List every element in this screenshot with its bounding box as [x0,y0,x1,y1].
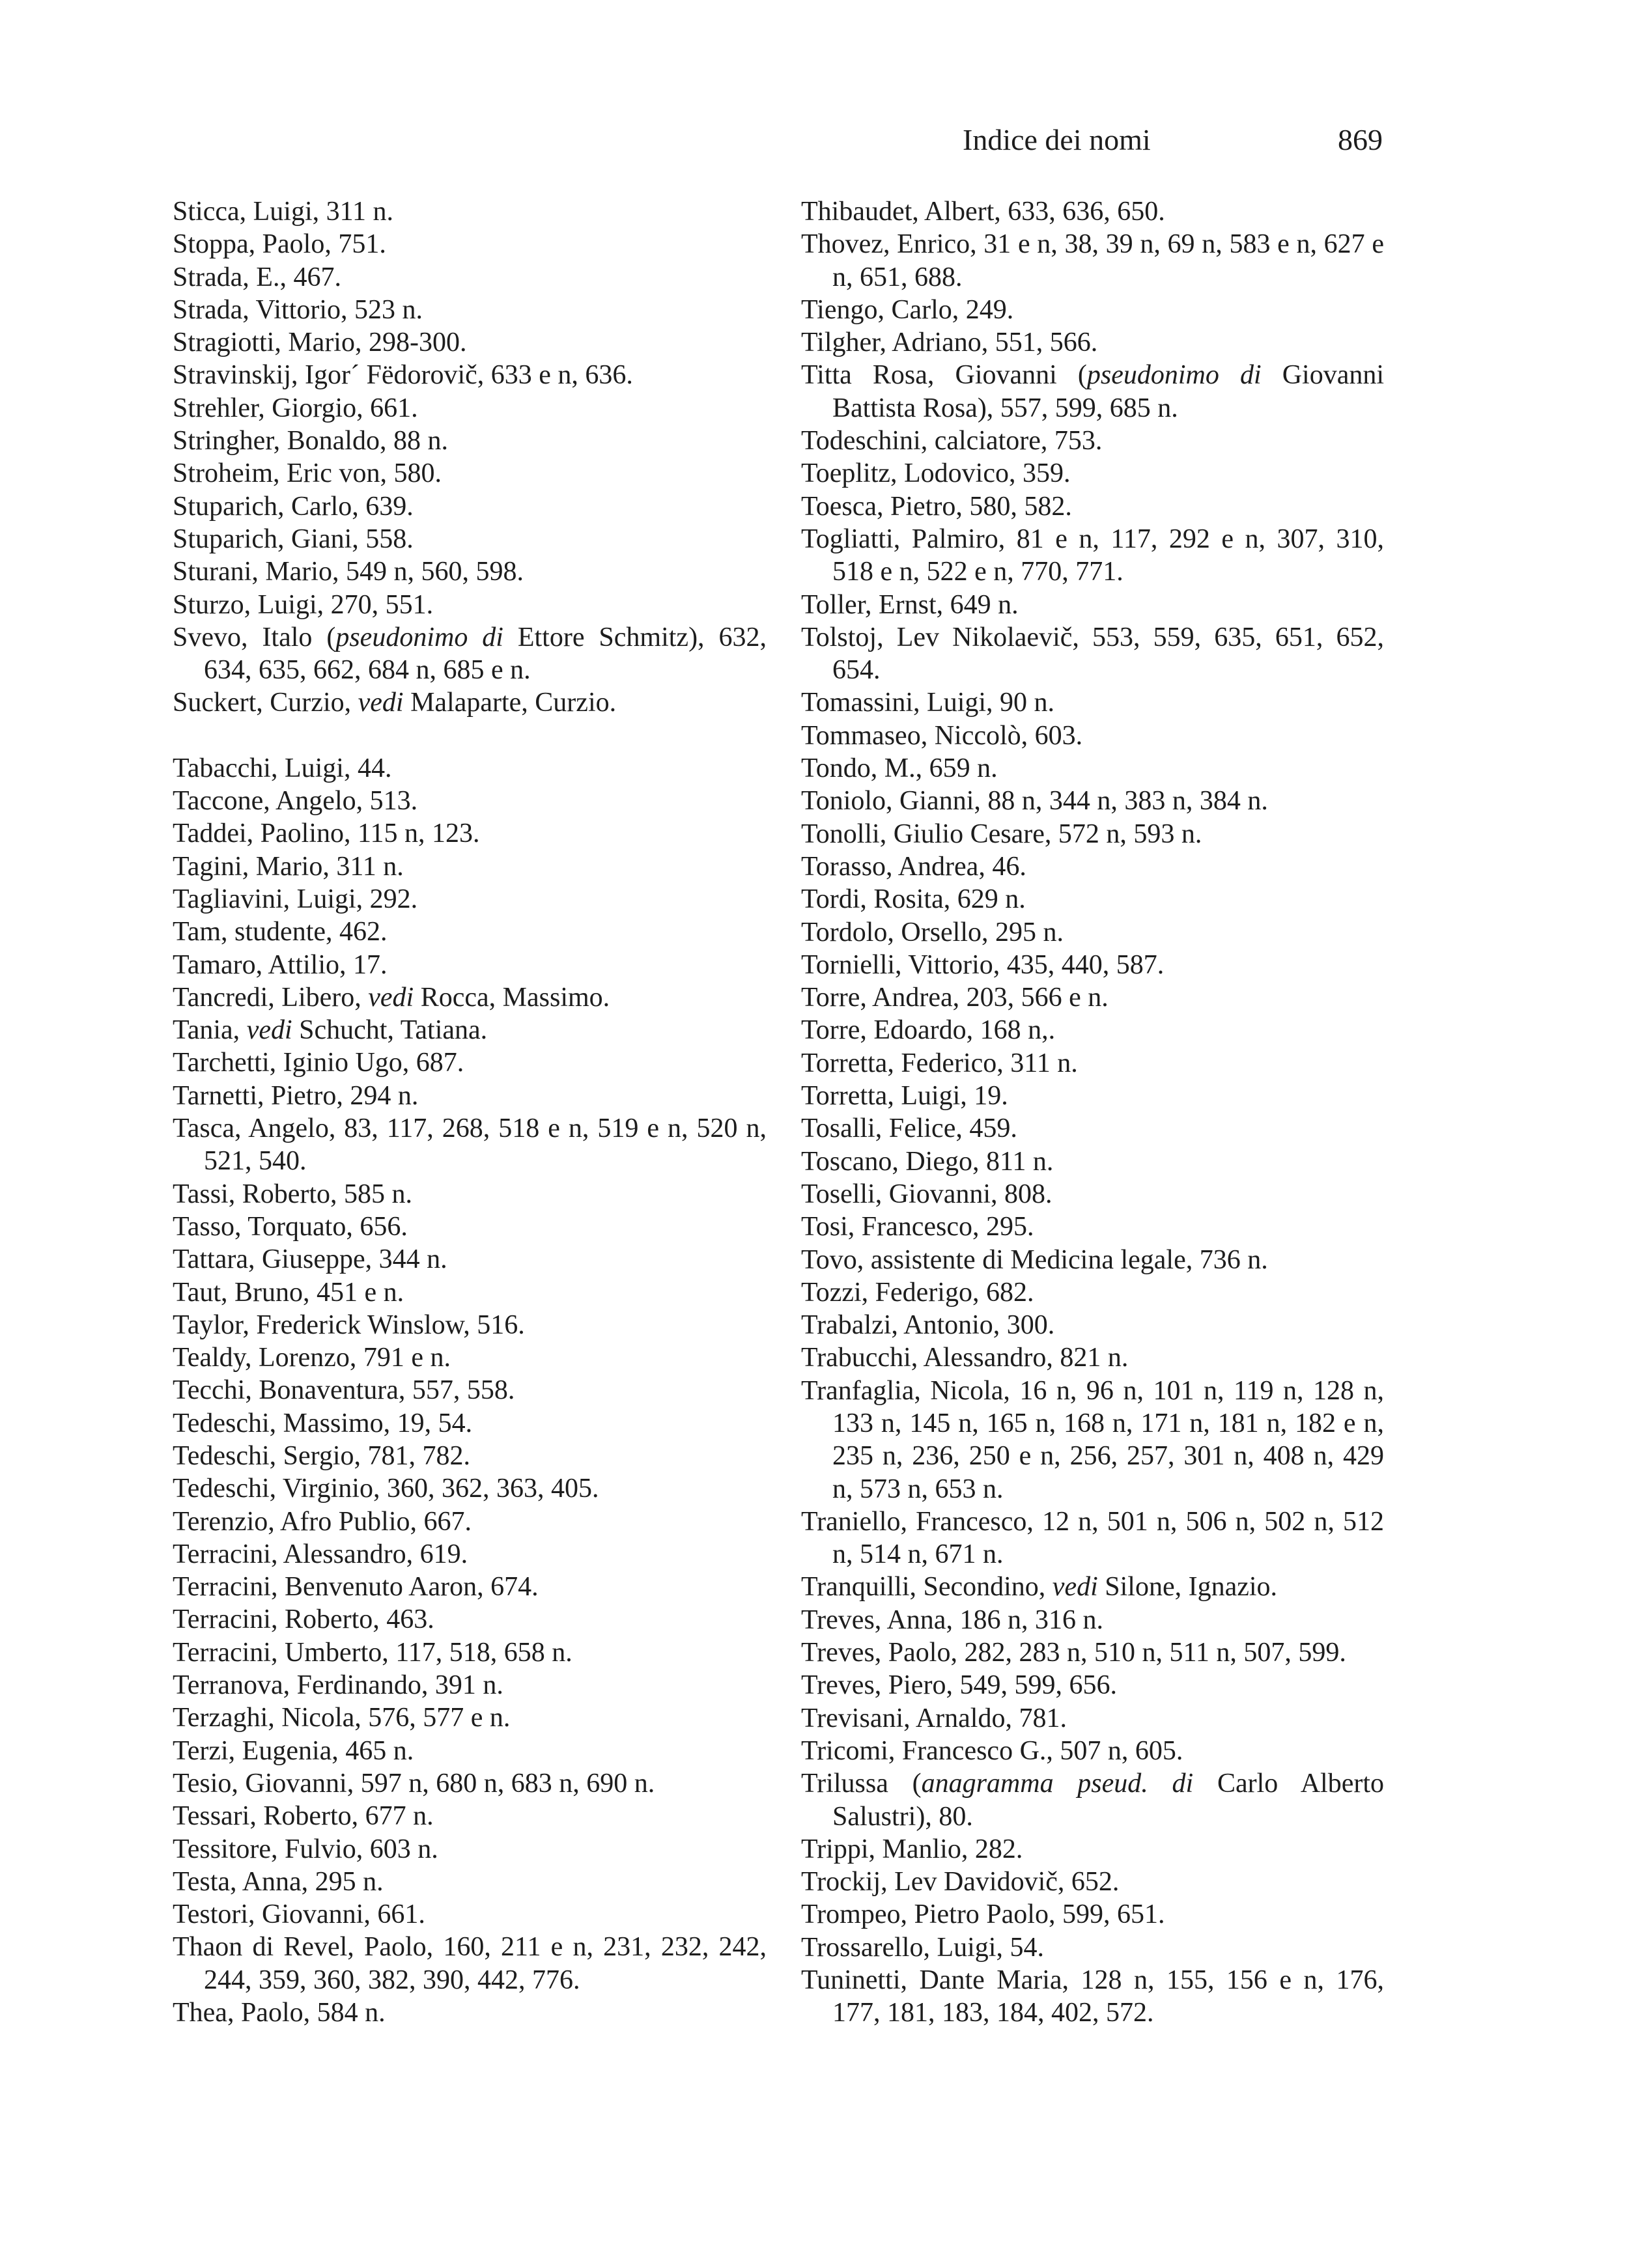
index-entry-text: Giovanni Battista Rosa), 557, 599, 685 n. [832,360,1385,423]
index-entry-text: Treves, Paolo, 282, 283 n, 510 n, 511 n, 507, 599. [801,1638,1346,1668]
index-entry [173,261,767,294]
index-entry [173,195,767,228]
index-entry [801,457,1384,490]
index-entry [801,1276,1384,1309]
index-entry [173,1636,767,1669]
index-entry [173,1800,767,1832]
index-entry [173,1931,767,1996]
index-entry [801,1636,1384,1669]
index-entry [801,1866,1384,1898]
index-entry-text: Stragiotti, Mario, 298-300. [173,328,467,358]
index-entry-text: Strada, Vittorio, 523 n. [173,294,423,325]
index-entry [801,1309,1384,1341]
index-entry [801,850,1384,883]
index-entry-text: Terracini, Alessandro, 619. [173,1539,468,1569]
index-entry-text: Tedeschi, Massimo, 19, 54. [173,1408,473,1438]
index-entry-text: Tolstoj, Lev Nikolaevič, 553, 559, 635, 651, 652, 654. [801,622,1384,686]
index-entry-text: Tam, studente, 462. [173,917,388,947]
index-entry [801,1735,1384,1767]
index-entry [801,1047,1384,1080]
index-entry [801,1898,1384,1931]
index-entry [801,1244,1384,1276]
index-entry [801,228,1384,294]
index-entry-text: Tiengo, Carlo, 249. [801,294,1014,325]
index-entry [173,228,767,260]
index-entry [801,916,1384,949]
index-entry-text: Stringher, Bonaldo, 88 n. [173,426,448,456]
index-entry [173,949,767,981]
index-entry-text: Tancredi, Libero, [173,982,369,1013]
index-entry-text: Torre, Andrea, 203, 566 e n. [801,983,1109,1013]
index-entry-text: Carlo Alberto Salustri), 80. [832,1769,1384,1832]
index-entry-text: Suckert, Curzio, [173,688,358,718]
index-entry [801,949,1384,981]
index-entry-text: Tattara, Giuseppe, 344 n. [173,1244,447,1275]
index-entry [801,1669,1384,1701]
index-entry [801,1178,1384,1211]
index-entry [173,457,767,490]
index-entry-text: Tranquilli, Secondino, [801,1572,1053,1603]
index-entry-text: Trabucchi, Alessandro, 821 n. [801,1343,1129,1373]
index-entry-text: Torretta, Federico, 311 n. [801,1048,1078,1078]
index-entry [173,1243,767,1276]
index-entry-text: Treves, Piero, 549, 599, 656. [801,1670,1117,1701]
index-entry [801,1211,1384,1243]
index-entry-text: Tranfaglia, Nicola, 16 n, 96 n, 101 n, 119 n, 128 n, 133 n, 145 n, 165 n, 168 n, 171 n, 181 n, 182 e n, 235 n, 236, 250 e n, 256, 257, 301 n, 408 n, 429 n, 573 n, 653 n. [801,1375,1384,1504]
index-entry-text: Tessari, Roberto, 677 n. [173,1801,434,1832]
index-entry [173,1046,767,1079]
index-entry-text: Malaparte, Curzio. [403,688,617,718]
index-entry-text: Thibaudet, Albert, 633, 636, 650. [801,197,1165,227]
index-entry-text: Rocca, Massimo. [414,982,610,1013]
index-entry [173,686,767,719]
index-entry [801,720,1384,752]
index-entry [173,359,767,391]
index-entry-text: Tozzi, Federigo, 682. [801,1277,1034,1308]
index-entry-text: vedi [358,688,404,718]
index-entry [173,555,767,588]
index-entry [173,1080,767,1112]
index-entry [801,1145,1384,1178]
index-entry [173,916,767,948]
index-entry [173,1178,767,1211]
index-entry-text: Stravinskij, Igor´ Fëdorovič, 633 e n, 636. [173,360,633,391]
index-entry-text: Tilgher, Adriano, 551, 566. [801,328,1098,358]
index-entry [801,621,1384,687]
index-entry-text: Traniello, Francesco, 12 n, 501 n, 506 n, 502 n, 512 n, 514 n, 671 n. [801,1506,1384,1570]
index-entry-text: Tornielli, Vittorio, 435, 440, 587. [801,949,1165,980]
index-entry [801,490,1384,523]
index-entry-text: Tagini, Mario, 311 n. [173,851,404,882]
index-entry-text: Strehler, Giorgio, 661. [173,393,418,423]
index-entry-text: Strada, E., 467. [173,262,341,292]
index-entry-text: Trevisani, Arnaldo, 781. [801,1703,1067,1733]
index-entry-text: Tessitore, Fulvio, 603 n. [173,1834,438,1864]
index-entry-text: Tordolo, Orsello, 295 n. [801,917,1064,947]
index-entry-text: Tondo, M., 659 n. [801,753,998,784]
index-entry-text: Tedeschi, Virginio, 360, 362, 363, 405. [173,1474,599,1504]
index-entry [173,1341,767,1374]
index-entry-text: Todeschini, calciatore, 753. [801,426,1103,456]
index-entry-text: Titta Rosa, Giovanni ( [801,360,1087,391]
index-entry [173,1309,767,1341]
index-entry-text: Trockij, Lev Davidovič, 652. [801,1867,1120,1897]
index-entry-text: Tecchi, Bonaventura, 557, 558. [173,1375,515,1406]
index-entry [801,1505,1384,1571]
index-entry-text: Terracini, Benvenuto Aaron, 674. [173,1572,539,1603]
index-entry-text: vedi [368,982,414,1013]
index-entry-text: Terzaghi, Nicola, 576, 577 e n. [173,1703,511,1733]
index-entry [801,1604,1384,1636]
index-entry-text: Toller, Ernst, 649 n. [801,589,1019,620]
index-entry-text: Sticca, Luigi, 311 n. [173,197,394,227]
index-entry [173,883,767,916]
index-entry-text: Thaon di Revel, Paolo, 160, 211 e n, 231, 232, 242, 244, 359, 360, 382, 390, 442, 776. [173,1932,767,1995]
index-entry-text: Tealdy, Lorenzo, 791 e n. [173,1343,451,1373]
index-entry [173,1112,767,1178]
index-entry [173,621,767,687]
index-entry-text: Stroheim, Eric von, 580. [173,458,442,489]
index-entry-text: Tarchetti, Iginio Ugo, 687. [173,1048,464,1078]
index-entry-text: Tarnetti, Pietro, 294 n. [173,1080,419,1111]
index-entry-text: Stuparich, Carlo, 639. [173,491,414,522]
index-entry-text: Trabalzi, Antonio, 300. [801,1310,1055,1341]
index-entry [801,1571,1384,1603]
index-entry [173,490,767,523]
index-entry-text: Toselli, Giovanni, 808. [801,1179,1053,1209]
index-entry [173,981,767,1014]
index-entry-text: Treves, Anna, 186 n, 316 n. [801,1604,1103,1635]
index-entry [173,523,767,555]
index-entry [173,1538,767,1571]
index-entry [173,1735,767,1767]
index-entry-text: Tonolli, Giulio Cesare, 572 n, 593 n. [801,819,1202,849]
index-entry [173,785,767,817]
index-entry [801,326,1384,359]
index-entry [801,883,1384,916]
index-entry-text: Sturzo, Luigi, 270, 551. [173,589,434,620]
index-entry-text: vedi [246,1015,292,1046]
index-entry-text: Taut, Bruno, 451 e n. [173,1277,404,1308]
index-entry-text: Tosi, Francesco, 295. [801,1212,1034,1242]
index-entry [801,1375,1384,1505]
index-entry [173,1767,767,1800]
index-entry-text: Torre, Edoardo, 168 n,. [801,1015,1056,1046]
index-entry-text: Tassi, Roberto, 585 n. [173,1179,413,1209]
index-entry [173,1571,767,1603]
index-entry [173,1440,767,1472]
index-entry-text: Terracini, Roberto, 463. [173,1604,434,1635]
index-entry-text: Tovo, assistente di Medicina legale, 736 n. [801,1244,1268,1275]
index-entry [173,1505,767,1538]
index-entry-text: Toeplitz, Lodovico, 359. [801,458,1071,489]
index-entry-text: Toscano, Diego, 811 n. [801,1146,1054,1177]
index-entry-text: Thea, Paolo, 584 n. [173,1998,386,2028]
index-entry [801,1341,1384,1374]
index-entry-text: Thovez, Enrico, 31 e n, 38, 39 n, 69 n, 583 e n, 627 e n, 651, 688. [801,229,1384,292]
index-entry-text: pseudonimo di [1086,360,1262,391]
index-entry [173,1407,767,1440]
index-entry-text: Tabacchi, Luigi, 44. [173,753,392,783]
index-entry-text: Silone, Ignazio. [1097,1572,1278,1603]
index-entry [801,981,1384,1014]
index-entry-text: Sturani, Mario, 549 n, 560, 598. [173,557,524,587]
index-entry [801,425,1384,457]
index-entry [173,1866,767,1898]
index-entry [801,294,1384,326]
index-entry [173,1211,767,1243]
index-entry-text: Tania, [173,1015,247,1046]
index-entry [801,818,1384,850]
index-entry-text: Toniolo, Gianni, 88 n, 344 n, 383 n, 384 n. [801,786,1268,817]
index-entry [801,1014,1384,1046]
index-entry [173,1374,767,1407]
index-entry [173,1833,767,1866]
index-entry-text: Tosalli, Felice, 459. [801,1113,1017,1144]
index-entry-text: Taylor, Frederick Winslow, 516. [173,1309,525,1340]
index-entry [801,1080,1384,1112]
index-entry [173,1669,767,1701]
index-entry [801,1767,1384,1833]
index-entry [173,1701,767,1734]
index-entry-text: Tagliavini, Luigi, 292. [173,884,418,914]
index-entry-text: pseudonimo di [335,622,503,652]
index-entry-text: Testa, Anna, 295 n. [173,1866,384,1897]
index-entry [173,1014,767,1046]
index-entry [173,752,767,785]
index-entry [801,1964,1384,2030]
index-entry [801,752,1384,785]
index-entry [801,1702,1384,1735]
index-entry [801,359,1384,425]
running-title: Indice dei nomi [963,123,1151,156]
index-entry-text: Tommaseo, Niccolò, 603. [801,720,1083,751]
index-entry-text: Ettore Schmitz), 632, 634, 635, 662, 684 n, 685 e n. [204,622,767,686]
index-entry-text: Terzi, Eugenia, 465 n. [173,1735,414,1766]
index-entry [801,1931,1384,1964]
index-entry-text: Taccone, Angelo, 513. [173,786,418,817]
index-entry-text: Torretta, Luigi, 19. [801,1081,1008,1112]
index-entry-text: Tamaro, Attilio, 17. [173,949,388,980]
index-entry [173,817,767,850]
index-entry [173,294,767,326]
index-entry [173,1276,767,1309]
index-entry-text: Terranova, Ferdinando, 391 n. [173,1670,503,1701]
index-entry-text: Trippi, Manlio, 282. [801,1834,1023,1864]
index-entry-text: Tuninetti, Dante Maria, 128 n, 155, 156 e n, 176, 177, 181, 183, 184, 402, 572. [801,1965,1384,2028]
index-entry [801,195,1384,228]
index-entry-text: Testori, Giovanni, 661. [173,1899,425,1930]
index-entry-text: anagramma pseud. di [921,1769,1194,1799]
index-entry-text: Trompeo, Pietro Paolo, 599, 651. [801,1899,1165,1930]
index-entry-text: Tasso, Torquato, 656. [173,1211,408,1242]
index-column-left [173,195,767,2029]
index-entry-text: Tricomi, Francesco G., 507 n, 605. [801,1735,1183,1766]
index-entry [801,523,1384,589]
index-entry [173,1996,767,2029]
index-entry-text: Stoppa, Paolo, 751. [173,229,386,260]
index-entry-text: Toesca, Pietro, 580, 582. [801,491,1072,522]
index-entry [801,1112,1384,1145]
index-column-right [801,195,1384,2030]
index-entry [173,850,767,883]
index-entry-text: Togliatti, Palmiro, 81 e n, 117, 292 e n, 307, 310, 518 e n, 522 e n, 770, 771. [801,524,1384,587]
index-entry-text: Svevo, Italo ( [173,622,336,652]
index-entry [173,392,767,425]
index-entry-text: Torasso, Andrea, 46. [801,851,1026,882]
index-entry-text: Schucht, Tatiana. [292,1015,488,1046]
index-entry-text: Tesio, Giovanni, 597 n, 680 n, 683 n, 690 n. [173,1768,655,1799]
index-entry-text: Tasca, Angelo, 83, 117, 268, 518 e n, 519 e n, 520 n, 521, 540. [173,1113,767,1177]
index-entry [173,1603,767,1636]
index-entry-text: Tedeschi, Sergio, 781, 782. [173,1440,471,1471]
index-entry [801,686,1384,719]
index-entry-text: Trilussa ( [801,1769,922,1799]
index-entry [173,1898,767,1931]
index-entry [173,1472,767,1505]
index-entry-text: Tomassini, Luigi, 90 n. [801,688,1055,718]
index-entry [801,589,1384,621]
index-entry-text: Terenzio, Afro Publio, 667. [173,1506,472,1537]
index-entry-text: Tordi, Rosita, 629 n. [801,884,1026,915]
index-entry-text: Taddei, Paolino, 115 n, 123. [173,819,480,849]
index-entry [173,589,767,621]
index-entry-text: vedi [1052,1572,1098,1603]
index-entry-text: Terracini, Umberto, 117, 518, 658 n. [173,1637,572,1668]
index-entry [173,326,767,359]
index-entry-text: Trossarello, Luigi, 54. [801,1932,1044,1963]
index-entry [173,425,767,457]
index-entry-text: Stuparich, Giani, 558. [173,524,414,554]
index-entry [801,1833,1384,1866]
page-header [963,122,1383,168]
index-entry [801,785,1384,817]
page-number: 869 [1338,123,1383,156]
